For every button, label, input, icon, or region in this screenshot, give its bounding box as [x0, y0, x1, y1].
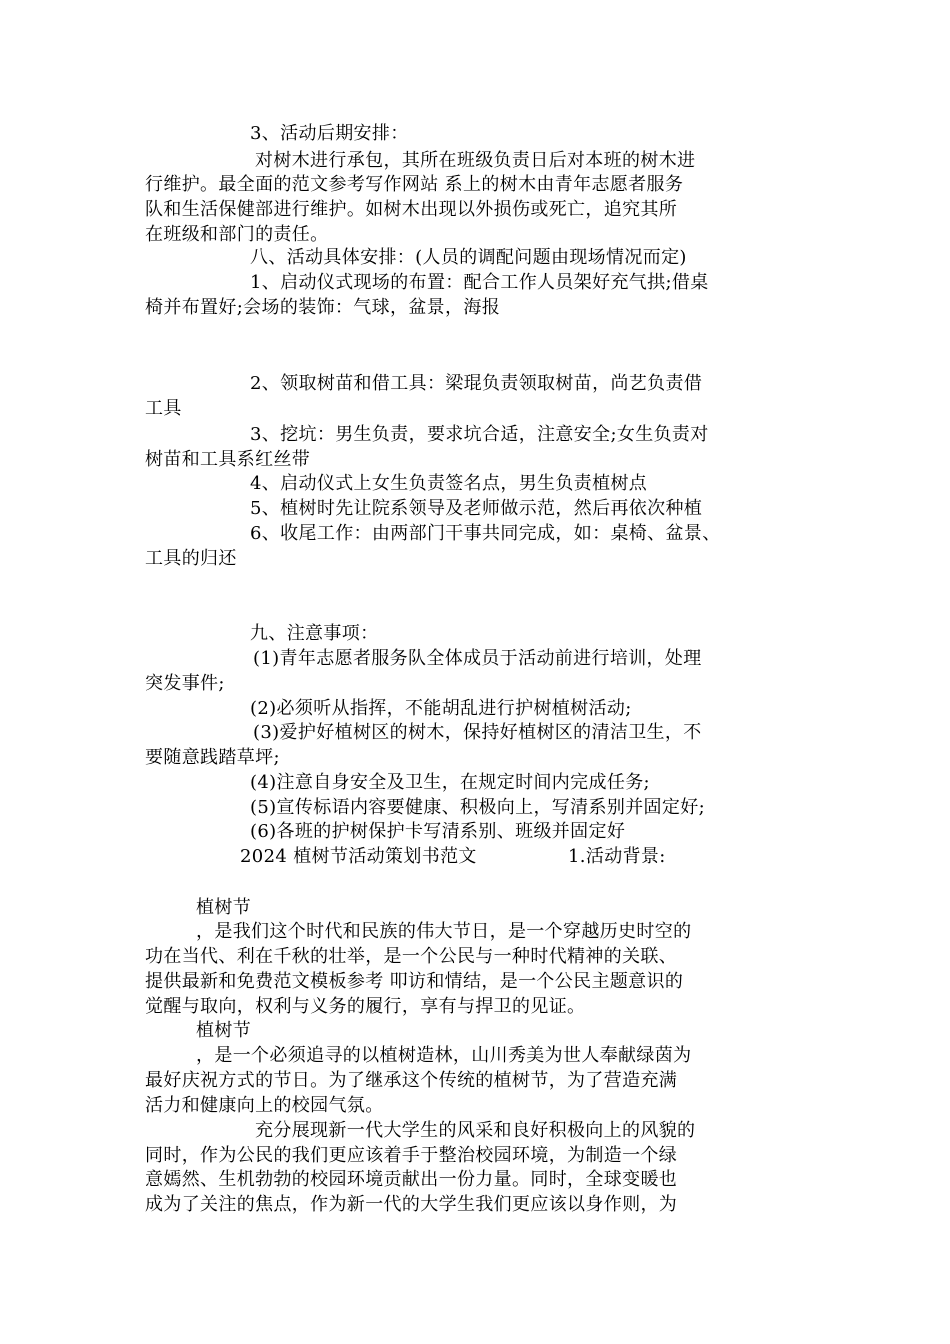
- text-line-content: (3)爱护好植树区的树木，保持好植树区的清洁卫生，不: [253, 722, 702, 743]
- text-line-content: 植树节: [196, 1020, 252, 1041]
- text-line-content: 八、活动具体安排：(人员的调配问题由现场情况而定): [250, 247, 687, 268]
- text-line: [145, 896, 815, 921]
- text-line: [145, 945, 815, 970]
- text-line-content: 椅并布置好;会场的装饰：气球，盆景，海报: [145, 297, 501, 318]
- text-line: [145, 1119, 815, 1144]
- text-line: [145, 746, 815, 771]
- text-line-content: (6)各班的护树保护卡写清系别、班级并固定好: [250, 821, 626, 842]
- text-line-content: 突发事件;: [145, 673, 225, 694]
- text-line-content: 植树节: [196, 897, 252, 918]
- text-line: [145, 497, 815, 522]
- text-line: [145, 845, 815, 870]
- text-line-content: 3、活动后期安排：: [250, 123, 409, 144]
- text-line-content: 4、启动仪式上女生负责签名点，男生负责植树点: [250, 473, 648, 494]
- text-line: [145, 472, 815, 497]
- text-line-content: ，是我们这个时代和民族的伟大节日，是一个穿越历史时空的: [196, 921, 692, 942]
- text-line-content: 觉醒与取向，权利与义务的履行，享有与捍卫的见证。: [145, 996, 586, 1017]
- text-line-content: 工具的归还: [145, 548, 237, 569]
- text-line-content: 5、植树时先让院系领导及老师做示范，然后再依次种植: [250, 498, 703, 519]
- text-line: [145, 1144, 815, 1169]
- text-line-content: 功在当代、利在千秋的壮举，是一个公民与一种时代精神的关联、: [145, 946, 678, 967]
- text-line-content: 在班级和部门的责任。: [145, 224, 329, 245]
- text-line: [145, 622, 815, 647]
- text-line-content: (4)注意自身安全及卫生，在规定时间内完成任务;: [250, 772, 650, 793]
- text-line-content: 要随意践踏草坪;: [145, 747, 280, 768]
- text-line: [145, 1069, 815, 1094]
- text-line-content: 意嫣然、生机勃勃的校园环境贡献出一份力量。同时，全球变暖也: [145, 1169, 678, 1190]
- text-line-content: (1)青年志愿者服务队全体成员于活动前进行培训，处理: [253, 648, 702, 669]
- text-line: [145, 970, 815, 995]
- text-line-content: ，是一个必须追寻的以植树造林，山川秀美为世人奉献绿茵为: [196, 1045, 692, 1066]
- text-line: [145, 1168, 815, 1193]
- text-line-content: 树苗和工具系红丝带: [145, 449, 311, 470]
- text-line: [145, 1044, 815, 1069]
- text-line-content: 3、挖坑：男生负责，要求坑合适，注意安全;女生负责对: [250, 424, 709, 445]
- text-line-content: 活力和健康向上的校园气氛。: [145, 1095, 384, 1116]
- text-line: [145, 223, 815, 248]
- text-line-content: 充分展现新一代大学生的风采和良好积极向上的风貌的: [255, 1120, 696, 1141]
- text-line-content: (5)宣传标语内容要健康、积极向上，写清系别并固定好;: [250, 797, 706, 818]
- text-line: [145, 173, 815, 198]
- text-line: [145, 647, 815, 672]
- text-line: [145, 796, 815, 821]
- text-line: [145, 547, 815, 572]
- text-line: [145, 995, 815, 1020]
- text-line-content: 同时，作为公民的我们更应该着手于整治校园环境，为制造一个绿: [145, 1145, 678, 1166]
- text-line: [145, 198, 815, 223]
- text-line-content: (2)必须听从指挥，不能胡乱进行护树植树活动;: [250, 698, 632, 719]
- text-line-content: 对树木进行承包，其所在班级负责日后对本班的树木进: [255, 150, 696, 171]
- text-line: [145, 296, 815, 321]
- text-line: [145, 721, 815, 746]
- text-line: [145, 1019, 815, 1044]
- text-line: [145, 920, 815, 945]
- text-line: [145, 149, 815, 174]
- text-line: [145, 372, 815, 397]
- text-line-content: 2、领取树苗和借工具：梁琨负责领取树苗，尚艺负责借: [250, 373, 703, 394]
- text-line: [145, 1094, 815, 1119]
- text-line-content: 行维护。最全面的范文参考写作网站 系上的树木由青年志愿者服务: [145, 174, 684, 195]
- text-line-content: 最好庆祝方式的节日。为了继承这个传统的植树节，为了营造充满: [145, 1070, 678, 1091]
- text-line-content: 工具: [145, 398, 182, 419]
- text-line-content: 1.活动背景:: [568, 846, 666, 867]
- text-line-content: 1、启动仪式现场的布置：配合工作人员架好充气拱;借桌: [250, 272, 709, 293]
- text-line: [145, 448, 815, 473]
- text-line: [145, 397, 815, 422]
- text-line-content: 队和生活保健部进行维护。如树木出现以外损伤或死亡，追究其所: [145, 199, 678, 220]
- text-line: [145, 697, 815, 722]
- text-line: [145, 522, 815, 547]
- text-line: [145, 672, 815, 697]
- text-line-content: 九、注意事项：: [250, 623, 379, 644]
- text-line-content: 2024 植树节活动策划书范文: [240, 846, 477, 867]
- text-line-content: 6、收尾工作：由两部门干事共同完成，如：桌椅、盆景、: [250, 523, 721, 544]
- text-line: [145, 1193, 815, 1218]
- text-line: [145, 246, 815, 271]
- text-line: [145, 122, 815, 147]
- text-line: [145, 423, 815, 448]
- text-line-content: 提供最新和免费范文模板参考 叩访和情结，是一个公民主题意识的: [145, 971, 684, 992]
- text-line: [145, 820, 815, 845]
- text-line-content: 成为了关注的焦点，作为新一代的大学生我们更应该以身作则，为: [145, 1194, 678, 1215]
- text-line: [145, 271, 815, 296]
- text-line: [145, 771, 815, 796]
